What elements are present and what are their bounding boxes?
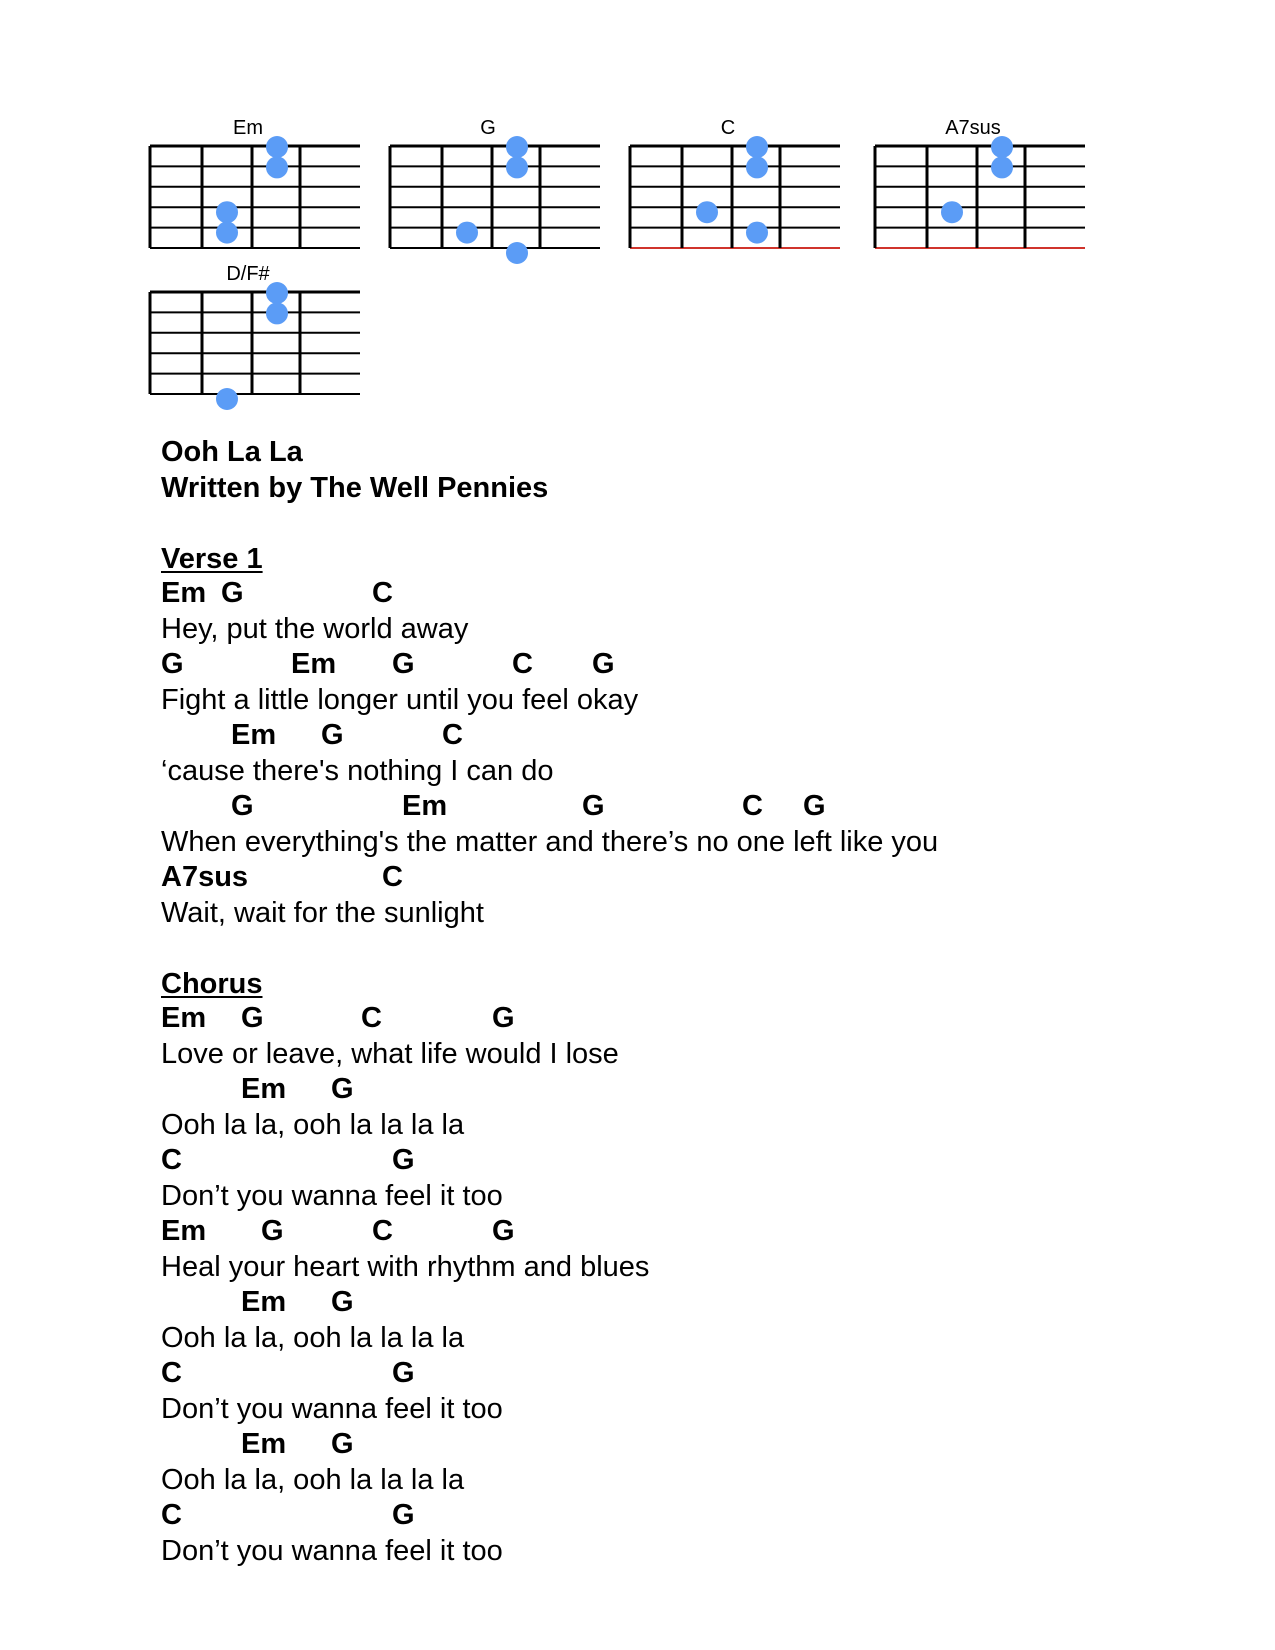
chord-label: G	[331, 1286, 354, 1318]
chord-row	[161, 789, 1161, 824]
chord-label: G	[803, 790, 826, 822]
song-author: Written by The Well Pennies	[161, 472, 549, 504]
chord-chart-name: C	[720, 117, 736, 139]
chord-row	[161, 1001, 1161, 1036]
chord-label: G	[331, 1073, 354, 1105]
chord-label: G	[221, 577, 244, 609]
chord-chart-name: A7sus	[945, 117, 1001, 139]
chord-label: G	[161, 648, 184, 680]
chord-label: G	[492, 1215, 515, 1247]
chord-charts	[0, 0, 1275, 420]
chord-row	[161, 1214, 1161, 1249]
chord-label: A7sus	[161, 861, 249, 893]
finger-dot	[506, 242, 528, 264]
chord-label: C	[361, 1002, 382, 1034]
finger-dot	[746, 222, 768, 244]
section-heading: Chorus	[161, 968, 263, 1000]
lyric-line: Fight a little longer until you feel okay	[161, 684, 639, 716]
chord-label: G	[261, 1215, 284, 1247]
chord-label: Em	[241, 1286, 287, 1318]
lyric-line: Ooh la la, ooh la la la la	[161, 1322, 465, 1354]
chord-label: Em	[241, 1428, 287, 1460]
lyric-line: Ooh la la, ooh la la la la	[161, 1464, 465, 1496]
chord-label: G	[392, 1144, 415, 1176]
chord-label: Em	[402, 790, 448, 822]
chord-row	[161, 576, 1161, 611]
chord-label: G	[241, 1002, 264, 1034]
chord-row	[161, 1356, 1161, 1391]
lyric-line: Hey, put the world away	[161, 613, 469, 645]
chord-label: C	[742, 790, 763, 822]
chord-row	[161, 1498, 1161, 1533]
finger-dot	[216, 222, 238, 244]
song-sections	[161, 542, 1161, 1569]
chord-row	[161, 1072, 1161, 1107]
chord-label: Em	[241, 1073, 287, 1105]
chord-label: G	[392, 1499, 415, 1531]
lyric-line: Don’t you wanna feel it too	[161, 1535, 503, 1567]
chord-label: C	[512, 648, 533, 680]
chord-label: Em	[161, 1002, 207, 1034]
finger-dot	[991, 156, 1013, 178]
chord-label: C	[161, 1357, 182, 1389]
chord-label: G	[592, 648, 615, 680]
chord-label: C	[382, 861, 403, 893]
chord-row	[161, 647, 1161, 682]
section-heading: Verse 1	[161, 543, 263, 575]
chord-label: Em	[231, 719, 277, 751]
chord-label: G	[582, 790, 605, 822]
finger-dot	[991, 136, 1013, 158]
lyric-line: When everything's the matter and there’s no one left like you	[161, 826, 939, 858]
finger-dot	[216, 388, 238, 410]
chord-row	[161, 1143, 1161, 1178]
chord-label: C	[161, 1144, 182, 1176]
lyric-line: ‘cause there's nothing I can do	[161, 755, 554, 787]
finger-dot	[506, 136, 528, 158]
chord-label: C	[442, 719, 463, 751]
chord-label: Em	[161, 1215, 207, 1247]
chord-label: G	[492, 1002, 515, 1034]
lyric-line: Wait, wait for the sunlight	[161, 897, 484, 929]
chord-label: G	[392, 648, 415, 680]
finger-dot	[941, 201, 963, 223]
chord-label: G	[392, 1357, 415, 1389]
chord-row	[161, 718, 1161, 753]
chord-label: C	[161, 1499, 182, 1531]
chord-label: G	[231, 790, 254, 822]
finger-dot	[506, 156, 528, 178]
chord-label: Em	[291, 648, 337, 680]
finger-dot	[266, 136, 288, 158]
finger-dot	[266, 282, 288, 304]
lyric-line: Love or leave, what life would I lose	[161, 1038, 619, 1070]
finger-dot	[696, 201, 718, 223]
finger-dot	[746, 136, 768, 158]
chord-row	[161, 1285, 1161, 1320]
chord-label: C	[372, 1215, 393, 1247]
song-sheet	[161, 434, 1161, 1569]
chord-row	[161, 1427, 1161, 1462]
finger-dot	[216, 201, 238, 223]
chord-row	[161, 860, 1161, 895]
chord-label: Em	[161, 577, 207, 609]
song-title: Ooh La La	[161, 436, 303, 468]
chord-chart-name: D/F#	[226, 263, 270, 285]
chord-chart-name: G	[480, 117, 496, 139]
finger-dot	[266, 302, 288, 324]
finger-dot	[266, 156, 288, 178]
chord-label: G	[321, 719, 344, 751]
chord-chart-name: Em	[233, 117, 263, 139]
finger-dot	[746, 156, 768, 178]
lyric-line: Heal your heart with rhythm and blues	[161, 1251, 650, 1283]
chord-label: C	[372, 577, 393, 609]
finger-dot	[456, 222, 478, 244]
lyric-line: Don’t you wanna feel it too	[161, 1180, 503, 1212]
lyric-line: Don’t you wanna feel it too	[161, 1393, 503, 1425]
lyric-line: Ooh la la, ooh la la la la	[161, 1109, 465, 1141]
chord-label: G	[331, 1428, 354, 1460]
